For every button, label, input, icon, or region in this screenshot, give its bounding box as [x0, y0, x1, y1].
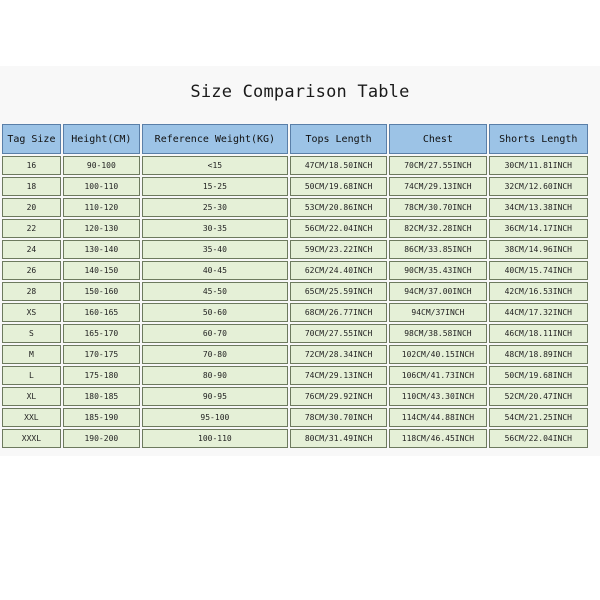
table-cell: 82CM/32.28INCH [389, 219, 486, 238]
table-cell: 24 [2, 240, 61, 259]
table-row [2, 156, 588, 175]
column-header: Chest [389, 124, 486, 154]
table-cell: XL [2, 387, 61, 406]
table-cell: 170-175 [63, 345, 140, 364]
table-cell: XS [2, 303, 61, 322]
table-cell: 114CM/44.88INCH [389, 408, 486, 427]
table-cell: 50-60 [142, 303, 288, 322]
table-cell: 65CM/25.59INCH [290, 282, 387, 301]
table-cell: 59CM/23.22INCH [290, 240, 387, 259]
table-cell: 56CM/22.04INCH [290, 219, 387, 238]
table-row [2, 387, 588, 406]
table-cell: 35-40 [142, 240, 288, 259]
table-cell: 62CM/24.40INCH [290, 261, 387, 280]
table-cell: 90-100 [63, 156, 140, 175]
table-cell: 78CM/30.70INCH [389, 198, 486, 217]
table-row [2, 282, 588, 301]
table-row [2, 366, 588, 385]
table-cell: 94CM/37.00INCH [389, 282, 486, 301]
table-cell: 160-165 [63, 303, 140, 322]
table-cell: 100-110 [63, 177, 140, 196]
table-cell: 34CM/13.38INCH [489, 198, 588, 217]
table-cell: 44CM/17.32INCH [489, 303, 588, 322]
table-header-row [2, 124, 588, 154]
table-cell: 86CM/33.85INCH [389, 240, 486, 259]
table-cell: 53CM/20.86INCH [290, 198, 387, 217]
table-cell: 40-45 [142, 261, 288, 280]
table-cell: 80CM/31.49INCH [290, 429, 387, 448]
table-cell: 74CM/29.13INCH [290, 366, 387, 385]
table-cell: 175-180 [63, 366, 140, 385]
table-cell: 30CM/11.81INCH [489, 156, 588, 175]
table-cell: 118CM/46.45INCH [389, 429, 486, 448]
table-cell: <15 [142, 156, 288, 175]
table-cell: 47CM/18.50INCH [290, 156, 387, 175]
table-cell: 180-185 [63, 387, 140, 406]
table-cell: L [2, 366, 61, 385]
table-cell: 38CM/14.96INCH [489, 240, 588, 259]
table-row [2, 219, 588, 238]
page-title: Size Comparison Table [190, 82, 410, 102]
table-cell: 28 [2, 282, 61, 301]
table-cell: 74CM/29.13INCH [389, 177, 486, 196]
table-cell: 18 [2, 177, 61, 196]
table-cell: 130-140 [63, 240, 140, 259]
table-row [2, 345, 588, 364]
table-row [2, 303, 588, 322]
table-row [2, 408, 588, 427]
table-cell: 36CM/14.17INCH [489, 219, 588, 238]
table-cell: 50CM/19.68INCH [489, 366, 588, 385]
table-cell: 30-35 [142, 219, 288, 238]
table-cell: 110CM/43.30INCH [389, 387, 486, 406]
table-cell: M [2, 345, 61, 364]
column-header: Tops Length [290, 124, 387, 154]
column-header: Reference Weight(KG) [142, 124, 288, 154]
table-row [2, 261, 588, 280]
table-cell: 100-110 [142, 429, 288, 448]
table-cell: 60-70 [142, 324, 288, 343]
table-cell: 40CM/15.74INCH [489, 261, 588, 280]
table-cell: 56CM/22.04INCH [489, 429, 588, 448]
table-row [2, 240, 588, 259]
table-cell: 70CM/27.55INCH [290, 324, 387, 343]
table-cell: 45-50 [142, 282, 288, 301]
table-cell: 98CM/38.58INCH [389, 324, 486, 343]
table-cell: 22 [2, 219, 61, 238]
table-cell: 15-25 [142, 177, 288, 196]
table-cell: 72CM/28.34INCH [290, 345, 387, 364]
table-cell: 140-150 [63, 261, 140, 280]
table-cell: 25-30 [142, 198, 288, 217]
table-cell: 95-100 [142, 408, 288, 427]
table-cell: 26 [2, 261, 61, 280]
table-cell: 50CM/19.68INCH [290, 177, 387, 196]
table-cell: 106CM/41.73INCH [389, 366, 486, 385]
table-cell: 42CM/16.53INCH [489, 282, 588, 301]
table-cell: 110-120 [63, 198, 140, 217]
table-cell: 48CM/18.89INCH [489, 345, 588, 364]
table-cell: 20 [2, 198, 61, 217]
size-comparison-table [0, 122, 590, 450]
table-cell: 16 [2, 156, 61, 175]
table-cell: 120-130 [63, 219, 140, 238]
table-cell: 90-95 [142, 387, 288, 406]
column-header: Tag Size [2, 124, 61, 154]
table-cell: 32CM/12.60INCH [489, 177, 588, 196]
table-cell: S [2, 324, 61, 343]
table-row [2, 198, 588, 217]
table-cell: XXL [2, 408, 61, 427]
table-cell: 70-80 [142, 345, 288, 364]
table-cell: 70CM/27.55INCH [389, 156, 486, 175]
table-cell: 94CM/37INCH [389, 303, 486, 322]
table-cell: 80-90 [142, 366, 288, 385]
table-cell: 102CM/40.15INCH [389, 345, 486, 364]
table-cell: XXXL [2, 429, 61, 448]
table-cell: 150-160 [63, 282, 140, 301]
table-row [2, 324, 588, 343]
table-body [2, 156, 588, 448]
table-cell: 185-190 [63, 408, 140, 427]
table-row [2, 429, 588, 448]
column-header: Shorts Length [489, 124, 588, 154]
table-cell: 90CM/35.43INCH [389, 261, 486, 280]
size-chart-sheet [0, 66, 600, 456]
table-cell: 78CM/30.70INCH [290, 408, 387, 427]
table-cell: 165-170 [63, 324, 140, 343]
table-cell: 68CM/26.77INCH [290, 303, 387, 322]
table-row [2, 177, 588, 196]
table-cell: 76CM/29.92INCH [290, 387, 387, 406]
table-cell: 46CM/18.11INCH [489, 324, 588, 343]
table-cell: 190-200 [63, 429, 140, 448]
table-cell: 52CM/20.47INCH [489, 387, 588, 406]
column-header: Height(CM) [63, 124, 140, 154]
table-cell: 54CM/21.25INCH [489, 408, 588, 427]
